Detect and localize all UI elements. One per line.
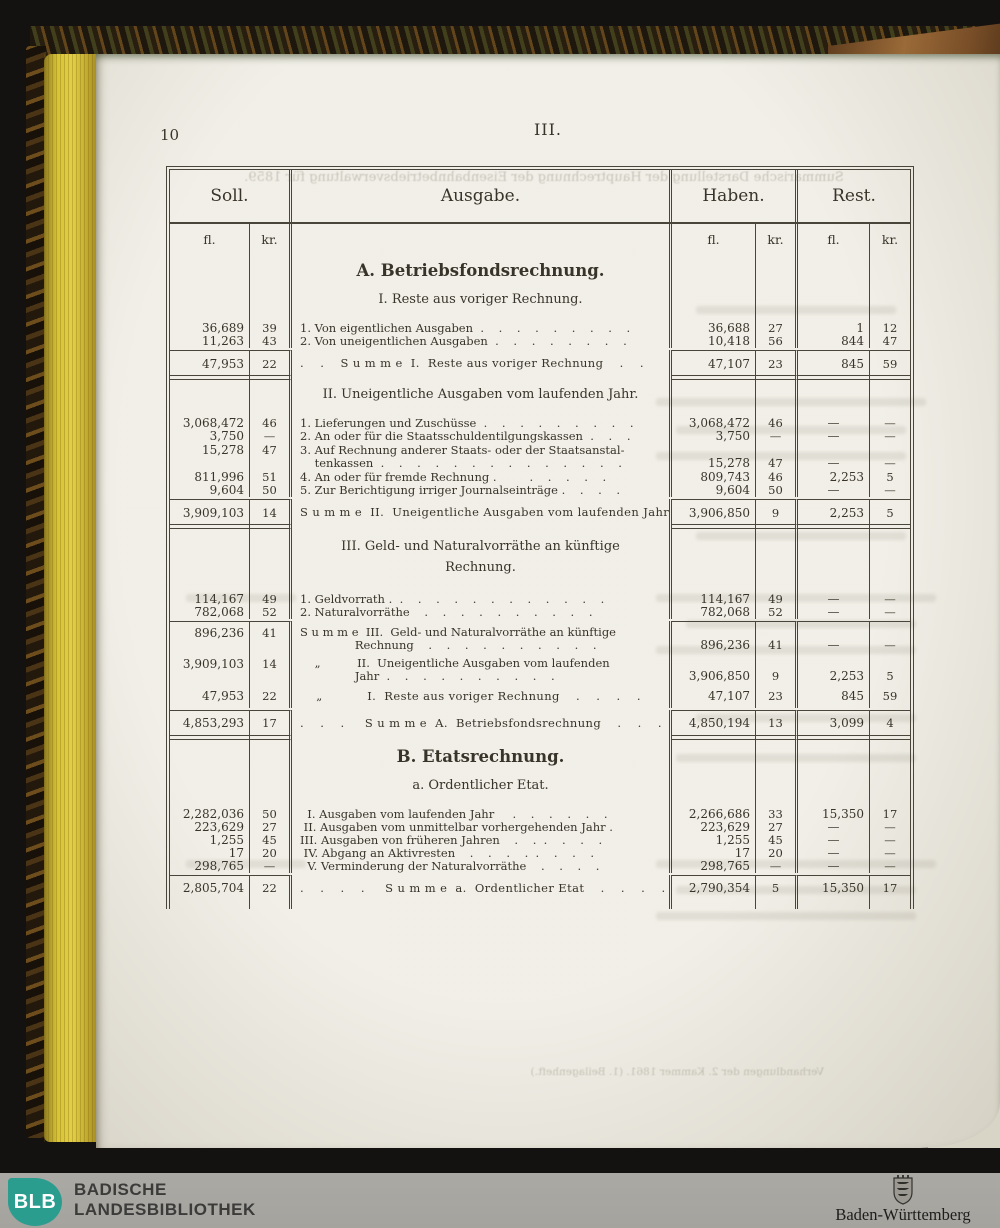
cell-hkr: 41 xyxy=(756,624,798,655)
cell-skr: 22 xyxy=(250,878,292,900)
cell-rkr: — xyxy=(884,483,896,497)
cell-hkr xyxy=(756,254,798,285)
cell-sfl xyxy=(170,529,250,593)
cell-rkr xyxy=(870,740,910,771)
cell-rkr: 59 xyxy=(882,356,898,371)
cell-hkr xyxy=(756,285,798,322)
cell-hkr: — xyxy=(756,860,798,873)
folio-number: 10 xyxy=(160,126,180,144)
cell-skr: 41 xyxy=(250,624,292,655)
cell-hkr xyxy=(756,740,798,771)
ledger-body xyxy=(170,254,910,909)
cell-label: „ I. Reste aus voriger Rechnung . . . . xyxy=(292,686,672,708)
cell-rkr: — xyxy=(884,637,896,652)
cell-hkr: 5 xyxy=(756,878,798,900)
table-row xyxy=(170,484,910,497)
cell-skr xyxy=(250,900,292,909)
section-heading-row xyxy=(170,529,910,593)
cell-rfl xyxy=(798,771,870,808)
page-fore-edge xyxy=(44,54,96,1142)
table-row xyxy=(170,655,910,686)
cell-hfl: 114,167 xyxy=(672,593,756,606)
cell-sfl: 11,263 xyxy=(170,335,250,348)
library-footer-bar xyxy=(0,1173,1000,1228)
cell-label: . . . S u m m e A. Betriebsfondsrechnung . . . xyxy=(292,713,672,735)
cell-rkr: — xyxy=(884,832,896,847)
cell-hkr: 47 xyxy=(756,443,798,471)
cell-hkr xyxy=(756,771,798,808)
cell-sfl: 17 xyxy=(170,847,250,860)
column-header-ausgabe: Ausgabe. xyxy=(292,170,672,222)
cell-sfl: 2,282,036 xyxy=(170,808,250,821)
cell-rfl: — xyxy=(798,847,870,860)
rule-row xyxy=(170,900,910,909)
cell-skr: — xyxy=(250,430,292,443)
cell-label: 5. Zur Berichtigung irriger Journalseinträge . . . . xyxy=(292,484,672,497)
cell-rkr: — xyxy=(884,416,896,430)
cell-hfl: 3,906,850 xyxy=(672,655,756,686)
cell-skr: 22 xyxy=(250,686,292,708)
cell-rfl: 2,253 xyxy=(798,471,870,484)
cell-rkr: 59 xyxy=(882,689,898,704)
library-name-line1: BADISCHE xyxy=(74,1180,167,1199)
cell-label: 3. Auf Rechnung anderer Staats- oder der Staatsanstal- tenkassen . . . . . . . . . . . . . . xyxy=(292,443,672,471)
library-name xyxy=(74,1180,256,1220)
cell-sfl: 4,853,293 xyxy=(170,713,250,735)
cell-rfl: 844 xyxy=(798,335,870,348)
cell-rkr xyxy=(870,529,910,593)
cell-hfl: 3,750 xyxy=(672,430,756,443)
cell-rkr: 5 xyxy=(886,505,894,520)
cell-skr: 46 xyxy=(250,417,292,430)
cell-label: S u m m e III. Geld- und Naturalvorräthe an künftige Rechnung . . . . . . . . . . xyxy=(292,624,672,655)
cell-label: 1. Von eigentlichen Ausgaben . . . . . . . . . xyxy=(292,322,672,335)
blb-logo xyxy=(8,1178,62,1226)
cell-label: 4. An oder für fremde Rechnung . . . . . . xyxy=(292,471,672,484)
cell-rkr: — xyxy=(884,604,896,619)
cell-hkr: 52 xyxy=(756,606,798,619)
table-row xyxy=(170,606,910,619)
cell-hkr: 46 xyxy=(756,417,798,430)
cell-rfl: 845 xyxy=(798,353,870,375)
cell-rkr: 5 xyxy=(886,668,894,683)
cell-rkr xyxy=(870,900,910,909)
table-row xyxy=(170,443,910,471)
cell-label: A. Betriebsfondsrechnung. xyxy=(292,254,672,285)
cell-label: S u m m e II. Uneigentliche Ausgaben vom laufenden Jahr xyxy=(292,502,672,524)
table-subheader-row xyxy=(170,224,910,254)
cell-label: 2. An oder für die Staatsschuldentilgungskassen . . . xyxy=(292,430,672,443)
cell-rfl xyxy=(798,900,870,909)
cell-sfl xyxy=(170,254,250,285)
cell-hkr: 23 xyxy=(756,353,798,375)
cell-label: III. Ausgaben von früheren Jahren . . . . . . xyxy=(292,834,672,847)
cell-hkr: 49 xyxy=(756,593,798,606)
cell-sfl xyxy=(170,380,250,417)
cell-hfl: 809,743 xyxy=(672,471,756,484)
state-label: Baden-Württemberg xyxy=(835,1205,971,1224)
table-row xyxy=(170,593,910,606)
table-row xyxy=(170,834,910,847)
cell-skr: 43 xyxy=(250,335,292,348)
cell-skr: 47 xyxy=(250,443,292,471)
cell-rkr: 47 xyxy=(882,334,898,348)
cell-rfl: 15,350 xyxy=(798,878,870,900)
cell-label xyxy=(292,900,672,909)
cell-label: 1. Lieferungen und Zuschüsse . . . . . . . . . xyxy=(292,417,672,430)
cell-hkr: 9 xyxy=(756,655,798,686)
cell-skr xyxy=(250,771,292,808)
cell-rfl: — xyxy=(798,430,870,443)
cell-skr: 45 xyxy=(250,834,292,847)
cell-label: II. Uneigentliche Ausgaben vom laufenden Jahr. xyxy=(292,380,672,417)
cell-skr xyxy=(250,740,292,771)
cell-sfl: 9,604 xyxy=(170,484,250,497)
cell-hfl xyxy=(672,771,756,808)
subheader-fl: fl. xyxy=(170,224,250,254)
cell-skr: 17 xyxy=(250,713,292,735)
book-cover-edge xyxy=(26,46,46,1138)
cell-label: II. Ausgaben vom unmittelbar vorhergehenden Jahr . xyxy=(292,821,672,834)
cell-rfl: — xyxy=(798,443,870,471)
cell-skr: 22 xyxy=(250,353,292,375)
table-row xyxy=(170,686,910,708)
cell-rkr: 5 xyxy=(886,470,894,484)
state-emblem xyxy=(818,1175,988,1227)
cell-skr: 14 xyxy=(250,655,292,686)
cell-label: I. Reste aus voriger Rechnung. xyxy=(292,285,672,322)
cell-hkr: 50 xyxy=(756,484,798,497)
cell-hkr: 27 xyxy=(756,322,798,335)
cell-hkr: 33 xyxy=(756,808,798,821)
cell-sfl: 15,278 xyxy=(170,443,250,471)
section-heading-row xyxy=(170,771,910,808)
cell-rfl: 1 xyxy=(798,322,870,335)
cell-skr: 27 xyxy=(250,821,292,834)
cell-hfl: 47,107 xyxy=(672,353,756,375)
subheader-fl: fl. xyxy=(672,224,756,254)
cell-sfl: 811,996 xyxy=(170,471,250,484)
cell-sfl: 2,805,704 xyxy=(170,878,250,900)
cell-label: III. Geld- und Naturalvorräthe an künftige Rechnung. xyxy=(292,529,672,593)
sheet-number: III. xyxy=(533,120,563,139)
cell-hfl: 3,068,472 xyxy=(672,417,756,430)
cell-hkr xyxy=(756,529,798,593)
cell-hkr: — xyxy=(756,430,798,443)
cell-label: 2. Von uneigentlichen Ausgaben . . . . . . . . xyxy=(292,335,672,348)
blb-logo-text: BLB xyxy=(13,1190,57,1213)
section-heading-row xyxy=(170,285,910,322)
cell-hfl: 9,604 xyxy=(672,484,756,497)
cell-sfl: 3,909,103 xyxy=(170,502,250,524)
column-header-soll: Soll. xyxy=(170,170,292,222)
cell-sfl: 782,068 xyxy=(170,606,250,619)
cell-hfl xyxy=(672,529,756,593)
table-row xyxy=(170,808,910,821)
table-row xyxy=(170,713,910,735)
cell-hkr: 20 xyxy=(756,847,798,860)
cell-sfl: 3,909,103 xyxy=(170,655,250,686)
cell-hfl: 10,418 xyxy=(672,335,756,348)
bleedthrough-title: Summarische Darstellung der Hauptrechnung der Eisenbahnbetriebsverwaltung für 1859. xyxy=(244,170,844,185)
cell-hkr: 9 xyxy=(756,502,798,524)
cell-sfl: 896,236 xyxy=(170,624,250,655)
table-row xyxy=(170,353,910,375)
column-header-haben: Haben. xyxy=(672,170,798,222)
page-scan xyxy=(96,54,1000,1148)
cell-hfl: 1,255 xyxy=(672,834,756,847)
cell-hfl xyxy=(672,254,756,285)
cell-skr: — xyxy=(250,860,292,873)
cell-rfl: 15,350 xyxy=(798,808,870,821)
cell-hfl: 223,629 xyxy=(672,821,756,834)
table-row xyxy=(170,335,910,348)
subheader-spacer xyxy=(292,224,672,254)
cell-hfl xyxy=(672,740,756,771)
cell-rfl: — xyxy=(798,821,870,834)
cell-rkr: — xyxy=(884,845,896,860)
cell-hfl xyxy=(672,285,756,322)
cell-hfl: 4,850,194 xyxy=(672,713,756,735)
cell-sfl: 47,953 xyxy=(170,686,250,708)
cell-label: 2. Naturalvorräthe . . . . . . . . . . xyxy=(292,606,672,619)
column-header-rest: Rest. xyxy=(832,186,876,206)
cell-rfl xyxy=(798,380,870,417)
cell-rkr: — xyxy=(884,591,896,606)
cell-rfl: — xyxy=(798,834,870,847)
cell-rfl xyxy=(798,254,870,285)
cell-skr: 51 xyxy=(250,471,292,484)
cell-sfl: 3,068,472 xyxy=(170,417,250,430)
cell-label: B. Etatsrechnung. xyxy=(292,740,672,771)
cell-sfl: 114,167 xyxy=(170,593,250,606)
table-row xyxy=(170,847,910,860)
cell-hfl: 17 xyxy=(672,847,756,860)
table-row xyxy=(170,860,910,873)
cell-hkr: 13 xyxy=(756,713,798,735)
cell-rfl: 845 xyxy=(798,686,870,708)
cell-skr: 14 xyxy=(250,502,292,524)
ledger-table xyxy=(166,166,914,909)
cell-hfl: 896,236 xyxy=(672,624,756,655)
cell-hfl: 298,765 xyxy=(672,860,756,873)
cell-rfl: — xyxy=(798,606,870,619)
table-row xyxy=(170,430,910,443)
cell-hkr: 56 xyxy=(756,335,798,348)
table-row xyxy=(170,624,910,655)
section-heading-row xyxy=(170,740,910,771)
cell-rkr: 17 xyxy=(882,806,898,821)
cell-hfl: 3,906,850 xyxy=(672,502,756,524)
cell-hfl: 2,266,686 xyxy=(672,808,756,821)
cell-hfl xyxy=(672,900,756,909)
baden-wuerttemberg-coat-of-arms xyxy=(892,1175,914,1205)
section-heading-row xyxy=(170,380,910,417)
bleedthrough-footer: Verhandlungen der 2. Kammer 1861. (1. Beilagenheft.) xyxy=(530,1066,824,1078)
cell-rkr: — xyxy=(884,456,896,470)
cell-rfl xyxy=(798,285,870,322)
cell-rkr xyxy=(870,285,910,322)
cell-rkr: 17 xyxy=(882,881,898,896)
cell-sfl: 3,750 xyxy=(170,430,250,443)
cell-label: 1. Geldvorrath . . . . . . . . . . . . . xyxy=(292,593,672,606)
cell-label: „ II. Uneigentliche Ausgaben vom laufenden Jahr . . . . . . . . . . xyxy=(292,655,672,686)
cell-label: I. Ausgaben vom laufenden Jahr . . . . . . xyxy=(292,808,672,821)
cell-skr: 50 xyxy=(250,484,292,497)
cell-skr: 49 xyxy=(250,593,292,606)
cell-rfl: 2,253 xyxy=(798,502,870,524)
subheader-kr: kr. xyxy=(756,224,798,254)
cell-rkr xyxy=(870,771,910,808)
section-heading-row xyxy=(170,254,910,285)
table-row xyxy=(170,878,910,900)
cell-skr: 52 xyxy=(250,606,292,619)
cell-rfl: — xyxy=(798,860,870,873)
cell-hfl: 15,278 xyxy=(672,443,756,471)
cell-label: V. Verminderung der Naturalvorräthe . . . . xyxy=(292,860,672,873)
cell-rfl: — xyxy=(798,624,870,655)
cell-sfl: 298,765 xyxy=(170,860,250,873)
cell-label: a. Ordentlicher Etat. xyxy=(292,771,672,808)
cell-rkr: — xyxy=(884,819,896,834)
cell-skr xyxy=(250,380,292,417)
cell-sfl: 36,689 xyxy=(170,322,250,335)
cell-rfl: 2,253 xyxy=(798,655,870,686)
subheader-kr: kr. xyxy=(250,224,292,254)
cell-rfl: — xyxy=(798,484,870,497)
cell-hkr xyxy=(756,380,798,417)
cell-label: . . . . S u m m e a. Ordentlicher Etat . . . . xyxy=(292,878,672,900)
cell-rkr: — xyxy=(884,858,896,873)
cell-hkr xyxy=(756,900,798,909)
cell-hkr: 27 xyxy=(756,821,798,834)
cell-label: . . S u m m e I. Reste aus voriger Rechnung . . xyxy=(292,353,672,375)
cell-hfl: 2,790,354 xyxy=(672,878,756,900)
cell-sfl xyxy=(170,771,250,808)
cell-rkr xyxy=(870,380,910,417)
table-row xyxy=(170,502,910,524)
cell-rfl xyxy=(798,740,870,771)
cell-rfl: 3,099 xyxy=(798,713,870,735)
subheader-fl: fl. xyxy=(798,224,870,254)
cell-hkr: 23 xyxy=(756,686,798,708)
cell-rkr: 12 xyxy=(882,321,898,335)
cell-rfl: — xyxy=(798,417,870,430)
cell-hfl: 36,688 xyxy=(672,322,756,335)
cell-hfl: 782,068 xyxy=(672,606,756,619)
cell-skr: 20 xyxy=(250,847,292,860)
cell-rfl xyxy=(798,529,870,593)
cell-hfl: 47,107 xyxy=(672,686,756,708)
cell-skr: 50 xyxy=(250,808,292,821)
cell-rkr: 4 xyxy=(886,716,894,731)
cell-sfl: 223,629 xyxy=(170,821,250,834)
cell-label: IV. Abgang an Aktivresten . . . . . . . . xyxy=(292,847,672,860)
cell-skr xyxy=(250,285,292,322)
bleedthrough-smudge xyxy=(656,912,916,920)
table-row xyxy=(170,821,910,834)
cell-hkr: 45 xyxy=(756,834,798,847)
cell-sfl xyxy=(170,900,250,909)
cell-rkr xyxy=(870,254,910,285)
cell-sfl xyxy=(170,285,250,322)
cell-sfl: 1,255 xyxy=(170,834,250,847)
cell-skr: 39 xyxy=(250,322,292,335)
library-name-line2: LANDESBIBLIOTHEK xyxy=(74,1200,256,1219)
cell-skr xyxy=(250,529,292,593)
cell-skr xyxy=(250,254,292,285)
subheader-kr: kr. xyxy=(881,231,899,247)
cell-rkr: — xyxy=(884,429,896,443)
cell-hfl xyxy=(672,380,756,417)
cell-hkr: 46 xyxy=(756,471,798,484)
cell-rfl: — xyxy=(798,593,870,606)
cell-sfl: 47,953 xyxy=(170,353,250,375)
cell-sfl xyxy=(170,740,250,771)
